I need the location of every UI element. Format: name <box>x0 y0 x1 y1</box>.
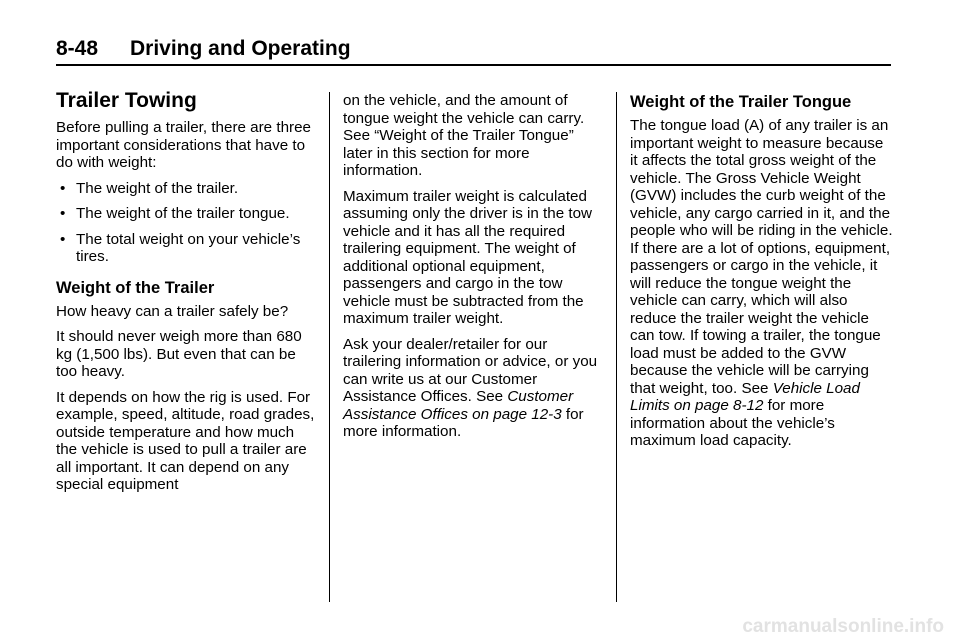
header-divider <box>56 64 891 66</box>
intro-paragraph: Before pulling a trailer, there are three important considerations that have to do with weight: <box>56 119 311 171</box>
section-title: Driving and Operating <box>130 37 351 60</box>
paragraph-text: for more information. <box>343 405 584 440</box>
paragraph-text: Ask your dealer/retailer for our trailering information or advice, or you can write us at our Customer Assistance Offices. See <box>343 335 598 405</box>
list-item <box>56 180 318 198</box>
list-item-text: The weight of the trailer. <box>76 179 239 197</box>
paragraph <box>343 336 605 441</box>
page-number: 8-48 <box>56 37 99 60</box>
subheading-trailer-weight: Weight of the Trailer <box>56 278 215 297</box>
paragraph: It should never weigh more than 680 kg (1,500 lbs). But even that can be too heavy. <box>56 328 302 380</box>
list-item <box>56 205 318 223</box>
paragraph <box>630 117 895 450</box>
weight-considerations-list <box>56 180 318 266</box>
bullet-icon: • <box>60 179 66 197</box>
column-left <box>56 88 318 502</box>
paragraph: on the vehicle, and the amount of tongue weight the vehicle can carry. See “Weight of the Trailer Tongue” later in this section for more information. <box>343 92 585 179</box>
paragraph: Maximum trailer weight is calculated assuming only the driver is in the tow vehicle and it has all the required trailering equipment. The weight of additional optional equipment, passengers and cargo in the tow vehicle must be subtracted from the maximum trailer weight. <box>343 187 593 327</box>
page-header <box>56 36 891 66</box>
column-divider <box>329 92 330 602</box>
paragraph-text: The tongue load (A) of any trailer is an important weight to measure because it affects the total gross weight of the vehicle. The Gross Vehicle Weight (GVW) includes the curb weight of the vehicle, any cargo carried in it, and the people who will be riding in the vehicle. If there are a lot of options, equipment, passengers or cargo in the vehicle, it will reduce the tongue weight the vehicle can carry, which will also reduce the trailer weight the vehicle can tow. If towing a trailer, the tongue load must be added to the GVW because the vehicle will be carrying that weight, too. See <box>630 117 893 397</box>
subheading-tongue-weight: Weight of the Trailer Tongue <box>630 93 852 111</box>
column-middle <box>343 92 605 449</box>
paragraph-text: for more information about the vehicle’s maximum load capacity. <box>630 397 835 449</box>
list-item-text: The weight of the trailer tongue. <box>76 205 290 222</box>
bullet-icon: • <box>60 230 66 248</box>
column-divider <box>616 92 617 602</box>
page-title: Trailer Towing <box>56 89 197 112</box>
watermark: carmanualsonline.info <box>742 616 944 637</box>
bullet-icon: • <box>60 205 66 222</box>
list-item <box>56 231 318 266</box>
paragraph: How heavy can a trailer safely be? <box>56 302 289 320</box>
cross-reference-link[interactable]: Customer Assistance Offices on page 12-3 <box>343 388 574 423</box>
list-item-text: The total weight on your vehicle’s tires. <box>76 230 301 265</box>
paragraph: It depends on how the rig is used. For example, speed, altitude, road grades, outside temperature and how much the vehicle is used to pull a trailer are all important. It can depend on any special equipment <box>56 388 315 493</box>
cross-reference-link[interactable]: Vehicle Load Limits on page 8-12 <box>630 379 860 414</box>
column-right <box>630 92 895 458</box>
